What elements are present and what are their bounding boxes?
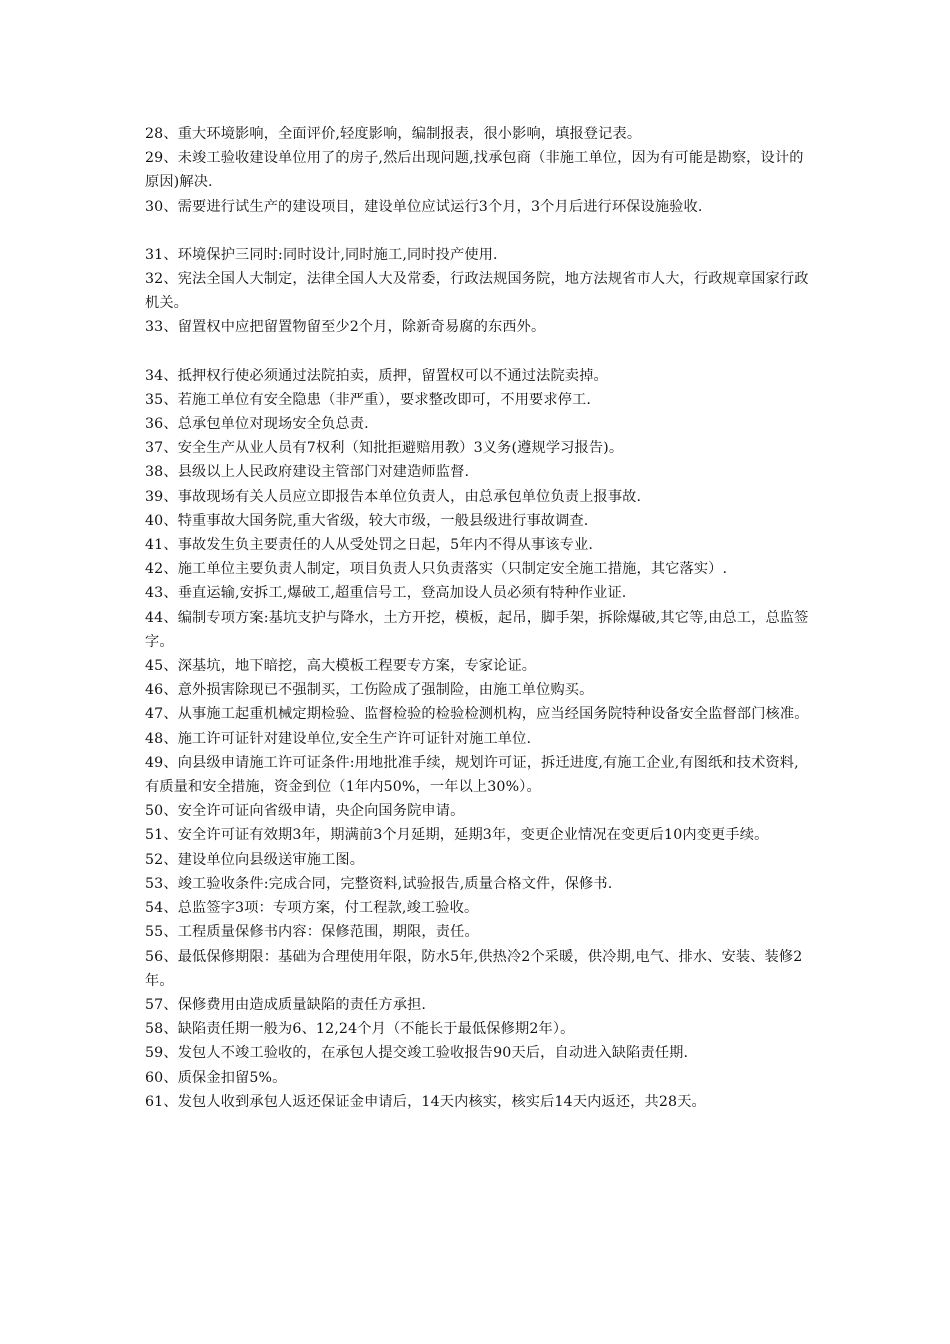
item-45: 45、深基坑，地下暗挖，高大模板工程要专方案，专家论证。 [145, 658, 537, 675]
item-48: 48、施工许可证针对建设单位,安全生产许可证针对施工单位. [145, 730, 532, 747]
item-55: 55、工程质量保修书内容：保修范围，期限，责任。 [145, 924, 479, 941]
item-43: 43、垂直运输,安拆工,爆破工,超重信号工，登高加设人员必须有特种作业证. [145, 585, 627, 602]
blank-line [145, 340, 810, 364]
item-57: 57、保修费用由造成质量缺陷的责任方承担. [145, 996, 427, 1013]
item-60: 60、质保金扣留5%。 [145, 1069, 287, 1086]
item-31: 31、环境保护三同时:同时设计,同时施工,同时投产使用. [145, 246, 498, 263]
item-52: 52、建设单位向县级送审施工图。 [145, 851, 365, 868]
item-37: 37、安全生产从业人员有7权利（知批拒避赔用教）3义务(遵规学习报告)。 [145, 440, 624, 457]
item-58: 58、缺陷责任期一般为6、12,24个月（不能长于最低保修期2年）。 [145, 1021, 575, 1038]
item-41: 41、事故发生负主要责任的人从受处罚之日起，5年内不得从事该专业. [145, 537, 593, 554]
item-44: 44、编制专项方案:基坑支护与降水，土方开挖，模板，起吊，脚手架，拆除爆破,其它等,由总工，总监签字。 [145, 609, 809, 650]
item-28: 28、重大环境影响，全面评价,轻度影响，编制报表，很小影响，填报登记表。 [145, 126, 642, 142]
item-32: 32、宪法全国人大制定，法律全国人大及常委，行政法规国务院，地方法规省市人大，行政规章国家行政机关。 [145, 271, 809, 312]
item-61: 61、发包人收到承包人返还保证金申请后，14天内核实，核实后14天内返还，共28天。 [145, 1093, 706, 1110]
item-49: 49、向县级申请施工许可证条件:用地批准手续，规划许可证，拆迁进度,有施工企业,有图纸和技术资料,有质量和安全措施，资金到位（1年内50%，一年以上30%）。 [145, 754, 799, 796]
item-39: 39、事故现场有关人员应立即报告本单位负责人，由总承包单位负责上报事故. [145, 488, 642, 505]
document-page [145, 122, 810, 1114]
item-51: 51、安全许可证有效期3年，期满前3个月延期，延期3年，变更企业情况在变更后10内变更手续。 [145, 827, 769, 844]
item-50: 50、安全许可证向省级申请，央企向国务院申请。 [145, 803, 465, 820]
item-40: 40、特重事故大国务院,重大省级，较大市级，一般县级进行事故调查. [145, 512, 589, 529]
item-46: 46、意外损害除现已不强制买，工伤险成了强制险，由施工单位购买。 [145, 682, 594, 699]
item-53: 53、竣工验收条件:完成合同，完整资料,试验报告,质量合格文件，保修书. [145, 875, 613, 892]
item-47: 47、从事施工起重机械定期检验、监督检验的检验检测机构，应当经国务院特种设备安全监督部门核准。 [145, 706, 809, 723]
item-38: 38、县级以上人民政府建设主管部门对建造师监督. [145, 464, 470, 481]
item-42: 42、施工单位主要负责人制定，项目负责人只负责落实（只制定安全施工措施，其它落实）. [145, 561, 728, 578]
blank-line [145, 219, 810, 243]
item-59: 59、发包人不竣工验收的，在承包人提交竣工验收报告90天后，自动进入缺陷责任期. [145, 1045, 689, 1062]
item-29: 29、未竣工验收建设单位用了的房子,然后出现问题,找承包商（非施工单位，因为有可能是勘察，设计的原因)解决. [145, 150, 804, 191]
item-30: 30、需要进行试生产的建设项目，建设单位应试运行3个月，3个月后进行环保设施验收. [145, 198, 703, 215]
item-35: 35、若施工单位有安全隐患（非严重），要求整改即可，不用要求停工. [145, 391, 592, 408]
item-34: 34、抵押权行使必须通过法院拍卖，质押，留置权可以不通过法院卖掉。 [145, 367, 608, 384]
item-56: 56、最低保修期限：基础为合理使用年限，防水5年,供热冷2个采暖，供冷期,电气、排水、安装、装修2年。 [145, 948, 803, 989]
item-36: 36、总承包单位对现场安全负总责. [145, 416, 369, 433]
item-33: 33、留置权中应把留置物留至少2个月，除新奇易腐的东西外。 [145, 319, 546, 336]
item-54: 54、总监签字3项：专项方案，付工程款,竣工验收。 [145, 900, 479, 917]
